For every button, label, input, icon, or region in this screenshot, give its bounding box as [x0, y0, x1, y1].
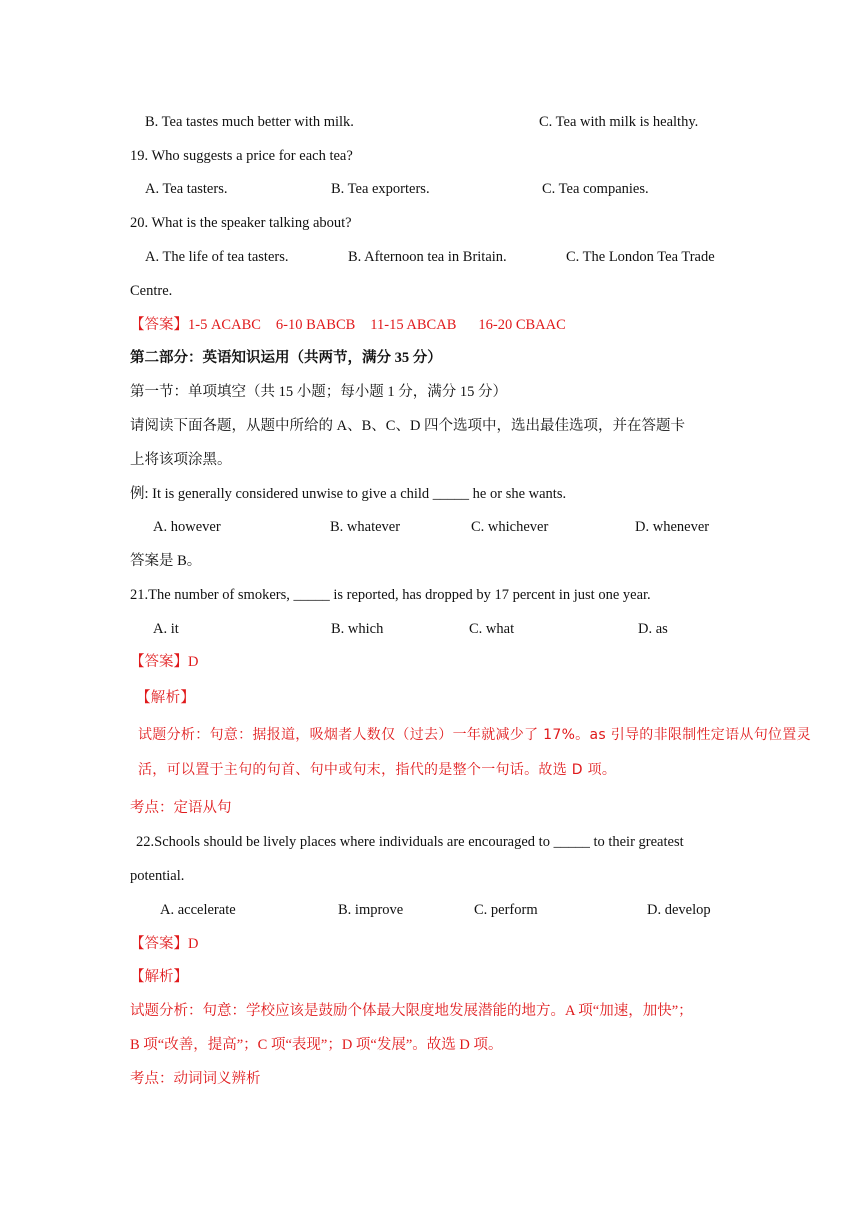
q21-option-b: B. which	[331, 621, 384, 637]
q19-stem: 19. Who suggests a price for each tea?	[130, 148, 353, 164]
answer-group-1: 1-5 ACABC	[188, 317, 261, 333]
q21-analysis-label: 【解析】	[136, 690, 196, 706]
answer-group-4: 16-20 CBAAC	[478, 317, 566, 333]
q20-option-c-continued: Centre.	[130, 283, 173, 299]
q22-option-d: D. develop	[647, 902, 711, 918]
q21-option-d: D. as	[638, 621, 668, 637]
example-option-b: B. whatever	[330, 519, 401, 535]
q21-knowledge-point: 考点：定语从句	[130, 800, 232, 816]
q19-option-c: C. Tea companies.	[542, 181, 649, 197]
q18-option-c: C. Tea with milk is healthy.	[539, 114, 699, 130]
example-option-c: C. whichever	[471, 519, 549, 535]
q21-option-a: A. it	[153, 621, 179, 637]
q20-option-b: B. Afternoon tea in Britain.	[348, 249, 507, 265]
q19-option-a: A. Tea tasters.	[145, 181, 228, 197]
part2-title: 第二部分：英语知识运用（共两节，满分 35 分）	[130, 350, 442, 366]
answer-group-2: 6-10 BABCB	[275, 317, 356, 333]
answer-key	[130, 316, 566, 334]
q19-option-b: B. Tea exporters.	[331, 181, 430, 197]
q22-analysis-line-1: 试题分析：句意：学校应该是鼓励个体最大限度地发展潜能的地方。A 项“加速，加快”；	[130, 1003, 693, 1019]
answer-key-label: 【答案】	[130, 317, 188, 333]
example-option-d: D. whenever	[635, 519, 710, 535]
instructions-line-1: 请阅读下面各题，从题中所给的 A、B、C、D 四个选项中，选出最佳选项，并在答题卡	[130, 418, 686, 434]
answer-group-3: 11-15 ABCAB	[370, 317, 457, 333]
q22-stem-continued: potential.	[130, 868, 185, 884]
example-option-a: A. however	[153, 519, 221, 535]
q22-answer: 【答案】D	[130, 936, 199, 952]
q22-analysis-line-2: B 项“改善，提高”；C 项“表现”；D 项“发展”。故选 D 项。	[130, 1037, 503, 1053]
q18-option-b: B. Tea tastes much better with milk.	[145, 114, 354, 130]
q22-option-c: C. perform	[474, 902, 538, 918]
q21-option-c: C. what	[469, 621, 515, 637]
q21-answer: 【答案】D	[130, 654, 199, 670]
instructions-line-2: 上将该项涂黑。	[130, 452, 232, 468]
q22-stem: 22.Schools should be lively places where individuals are encouraged to _____ to their greatest	[136, 834, 684, 850]
q20-stem: 20. What is the speaker talking about?	[130, 215, 352, 231]
q20-option-a: A. The life of tea tasters.	[145, 249, 289, 265]
section1-title: 第一节：单项填空（共 15 小题；每小题 1 分，满分 15 分）	[130, 384, 507, 400]
q21-stem: 21.The number of smokers, _____ is reported, has dropped by 17 percent in just one year.	[130, 587, 651, 603]
q21-analysis-line-1: 试题分析：句意：据报道，吸烟者人数仅（过去）一年就减少了 17%。as 引导的非限制性定语从句位置灵	[138, 727, 811, 743]
q21-analysis-line-2: 活，可以置于主句的句首、句中或句末，指代的是整个一句话。故选 D 项。	[138, 762, 617, 778]
example-answer: 答案是 B。	[130, 553, 202, 569]
q22-knowledge-point: 考点：动词词义辨析	[130, 1071, 261, 1087]
q22-option-b: B. improve	[338, 902, 404, 918]
example-stem: 例: It is generally considered unwise to give a child _____ he or she wants.	[130, 486, 567, 502]
q22-analysis-label: 【解析】	[130, 969, 188, 985]
q20-option-c: C. The London Tea Trade	[566, 249, 715, 265]
q22-option-a: A. accelerate	[160, 902, 236, 918]
